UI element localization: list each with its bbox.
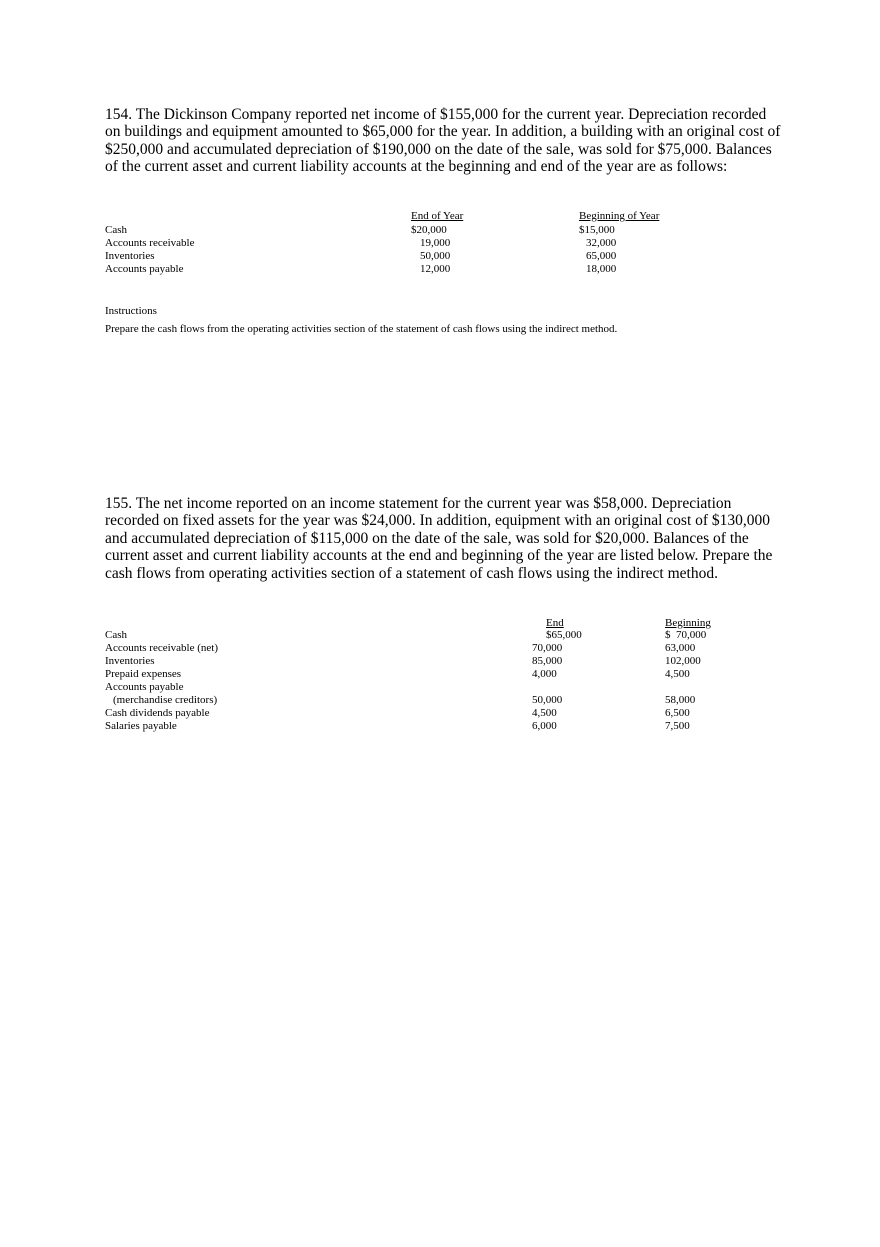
row-end-value: 50,000 xyxy=(420,250,451,262)
row-beginning-value: 18,000 xyxy=(586,263,617,275)
row-label: Cash xyxy=(105,224,127,236)
row-beginning-value: 102,000 xyxy=(665,655,701,667)
row-end-value: $65,000 xyxy=(546,629,582,641)
row-label: Salaries payable xyxy=(105,720,177,732)
row-label: Prepaid expenses xyxy=(105,668,182,680)
q154-header-end: End of Year xyxy=(411,210,464,222)
instructions-title: Instructions xyxy=(105,305,157,317)
row-end-value: 12,000 xyxy=(420,263,451,275)
row-end-value: 85,000 xyxy=(532,655,563,667)
row-label: Inventories xyxy=(105,250,155,262)
row-beginning-value: $ 70,000 xyxy=(665,629,707,641)
row-end-value: 4,000 xyxy=(532,668,557,680)
instructions-text: Prepare the cash flows from the operating activities section of the statement of cash flows using the indirect method. xyxy=(105,323,618,335)
row-label: (merchandise creditors) xyxy=(113,694,218,706)
q154-header-beginning: Beginning of Year xyxy=(579,210,660,222)
row-label: Accounts payable xyxy=(105,263,184,275)
row-beginning-value: 4,500 xyxy=(665,668,690,680)
row-label: Cash dividends payable xyxy=(105,707,210,719)
row-end-value: 6,000 xyxy=(532,720,557,732)
row-label: Accounts payable xyxy=(105,681,184,693)
question-155-text: 155. The net income reported on an income statement for the current year was $58,000. Depreciation recorded on fixed assets for the year was $24,000. In addition, equipment with an original cost of $130,000 and accumulated depreciation of $115,000 on the date of the sale, was sold for $20,000. Balances of the current asset and current liability accounts at the end and beginning of the year are listed below. Prepare the cash flows from operating activities section of a statement of cash flows using the indirect method. xyxy=(105,495,773,582)
q155-header-end: End xyxy=(546,617,564,629)
row-end-value: 4,500 xyxy=(532,707,557,719)
question-154-text: 154. The Dickinson Company reported net income of $155,000 for the current year. Depreciation recorded on buildings and equipment amounted to $65,000 for the year. In addition, a building with an original cost of $250,000 and accumulated depreciation of $190,000 on the date of the sale, was sold for $75,000. Balances of the current asset and current liability accounts at the beginning and end of the year are as follows: xyxy=(105,106,781,176)
row-beginning-value: 32,000 xyxy=(586,237,617,249)
row-label: Cash xyxy=(105,629,127,641)
row-label: Accounts receivable (net) xyxy=(105,642,218,654)
row-beginning-value: 65,000 xyxy=(586,250,617,262)
row-beginning-value: 58,000 xyxy=(665,694,696,706)
row-end-value: 19,000 xyxy=(420,237,451,249)
row-beginning-value: 7,500 xyxy=(665,720,690,732)
row-end-value: 50,000 xyxy=(532,694,563,706)
row-beginning-value: 6,500 xyxy=(665,707,690,719)
row-label: Accounts receivable xyxy=(105,237,195,249)
q155-header-beginning: Beginning xyxy=(665,617,711,629)
row-end-value: 70,000 xyxy=(532,642,563,654)
row-beginning-value: $15,000 xyxy=(579,224,615,236)
row-label: Inventories xyxy=(105,655,155,667)
row-end-value: $20,000 xyxy=(411,224,447,236)
row-beginning-value: 63,000 xyxy=(665,642,696,654)
